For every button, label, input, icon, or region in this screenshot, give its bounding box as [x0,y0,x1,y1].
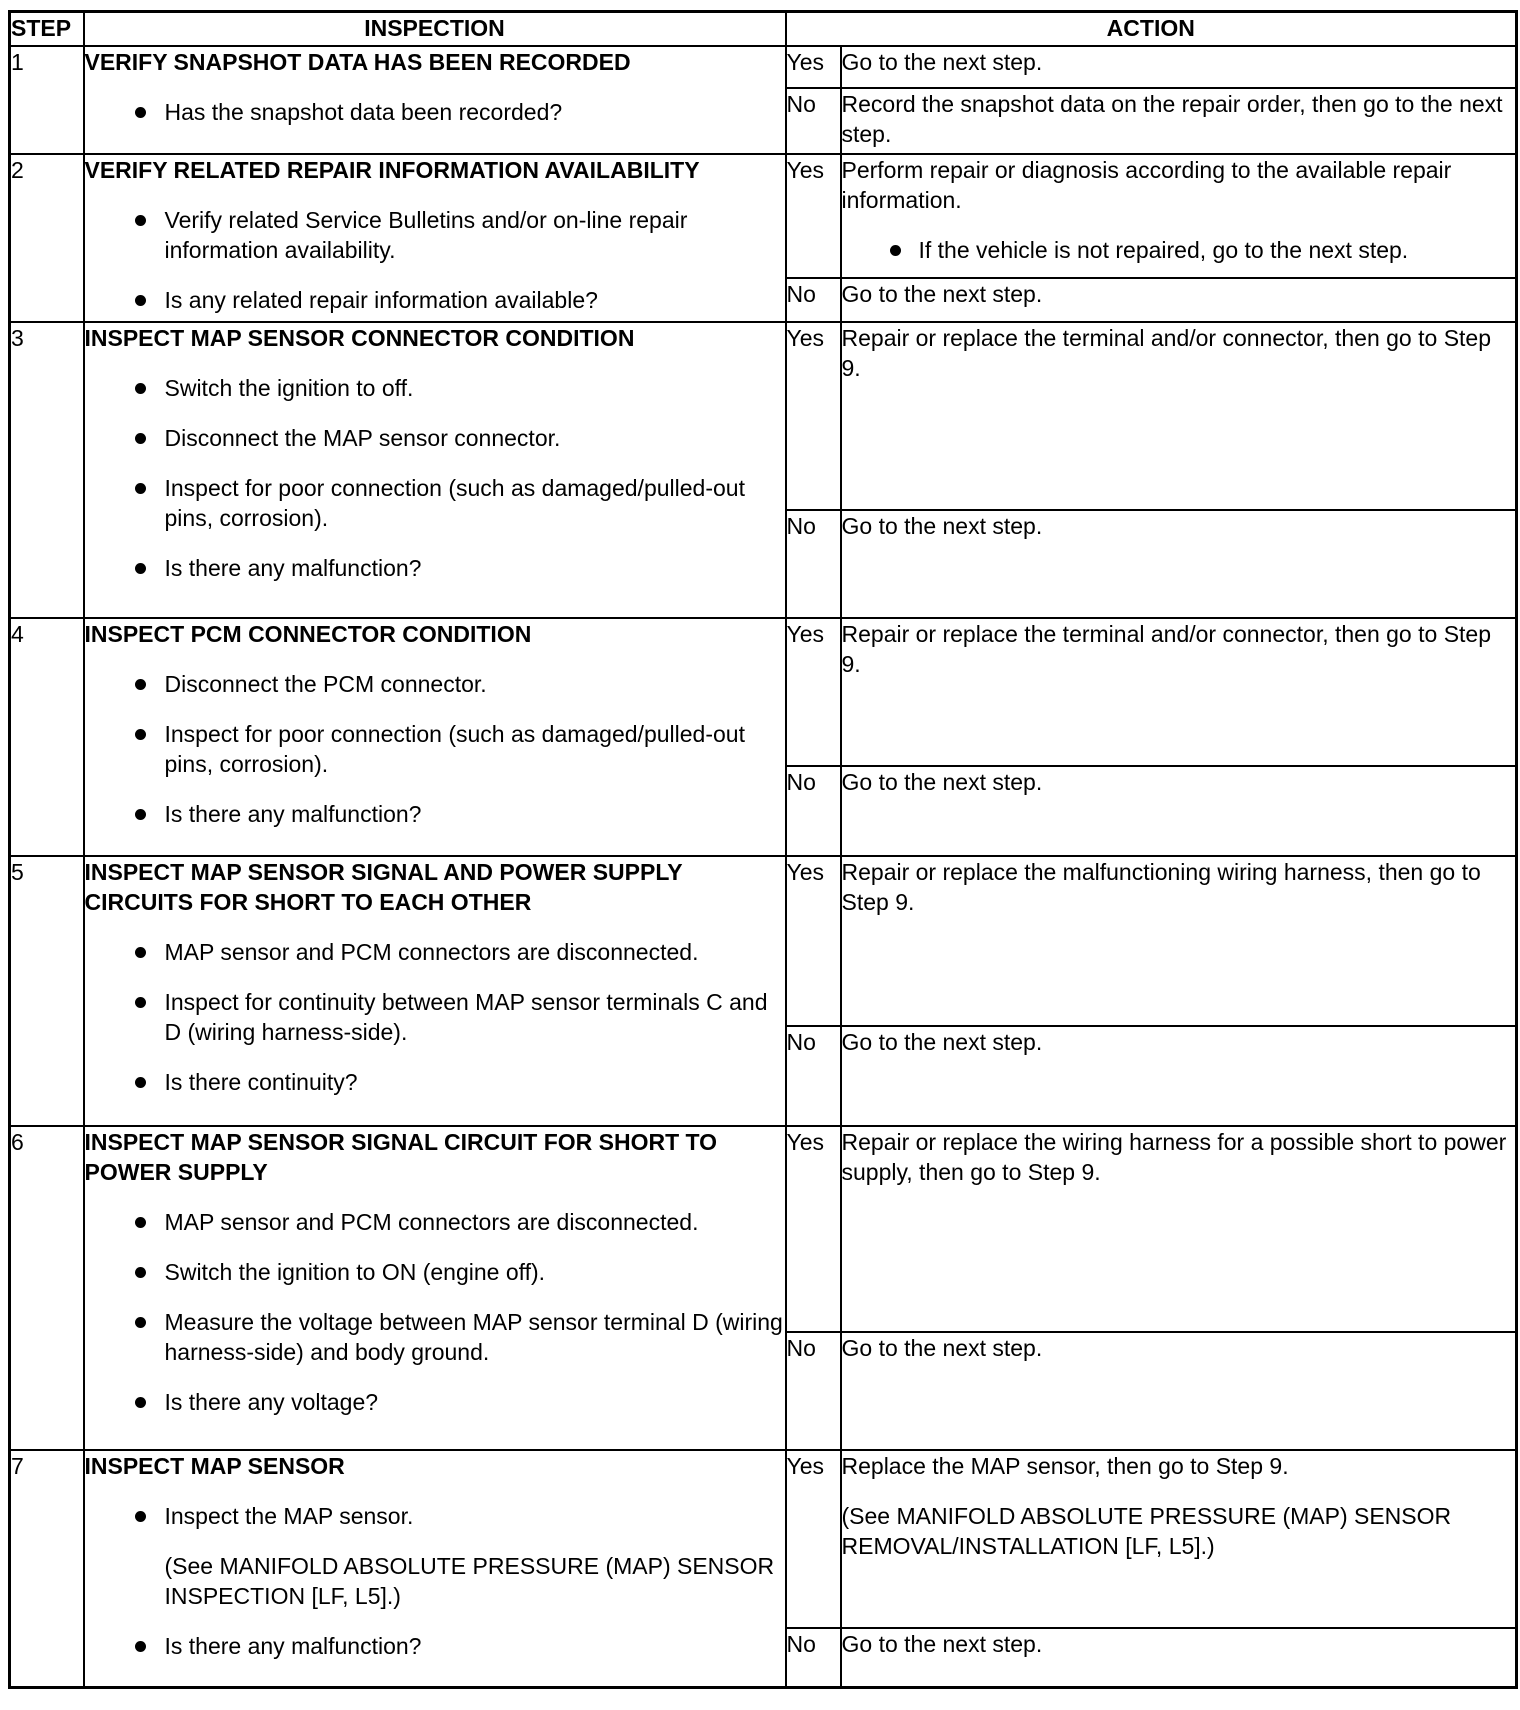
step-number: 7 [10,1450,84,1688]
yes-action [841,322,1517,510]
diagnostic-table [8,10,1518,1689]
step-title: INSPECT MAP SENSOR SIGNAL AND POWER SUPPLY CIRCUITS FOR SHORT TO EACH OTHER [84,858,683,915]
no-action [841,1332,1517,1450]
inspection-bullet: Inspect for continuity between MAP sensor terminals C and D (wiring harness-side). [85,987,785,1047]
inspection-bullet: Measure the voltage between MAP sensor terminal D (wiring harness-side) and body ground. [85,1307,785,1367]
inspection-bullet: Disconnect the PCM connector. [85,669,785,699]
action-bullet: If the vehicle is not repaired, go to the next step. [842,235,1516,265]
yes-label: Yes [786,154,841,278]
action-column-header: ACTION [786,12,1517,46]
inspection-bullet: Is there continuity? [85,1067,785,1097]
inspection-column-header: INSPECTION [84,12,786,46]
step-inspection [84,856,786,1126]
no-action [841,88,1517,154]
step-inspection [84,154,786,322]
step-title: VERIFY RELATED REPAIR INFORMATION AVAILABILITY [84,156,700,183]
step-number: 3 [10,322,84,618]
action-reference: (See MANIFOLD ABSOLUTE PRESSURE (MAP) SENSOR REMOVAL/INSTALLATION [LF, L5].) [841,1502,1452,1559]
inspection-bullet: Has the snapshot data been recorded? [85,97,785,127]
inspection-bullet: MAP sensor and PCM connectors are disconnected. [85,1207,785,1237]
yes-action [841,1126,1517,1332]
step-inspection [84,1126,786,1450]
no-action [841,1026,1517,1126]
step-number: 5 [10,856,84,1126]
yes-label: Yes [786,322,841,510]
inspection-reference: (See MANIFOLD ABSOLUTE PRESSURE (MAP) SENSOR INSPECTION [LF, L5].) [164,1552,775,1609]
step-inspection [84,46,786,154]
header-row [10,12,1517,46]
step-title: INSPECT MAP SENSOR CONNECTOR CONDITION [84,324,635,351]
action-text: Go to the next step. [841,280,1043,307]
no-action [841,766,1517,856]
step-number: 2 [10,154,84,322]
inspection-bullet: Switch the ignition to ON (engine off). [85,1257,785,1287]
inspection-bullet: Is any related repair information available? [85,285,785,315]
step-4-yes-row [10,618,1517,766]
action-text: Perform repair or diagnosis according to the available repair information. [841,156,1452,213]
action-text: Go to the next step. [841,512,1043,539]
action-text: Repair or replace the malfunctioning wiring harness, then go to Step 9. [841,858,1481,915]
inspection-bullet: Is there any voltage? [85,1387,785,1417]
step-title: INSPECT MAP SENSOR SIGNAL CIRCUIT FOR SHORT TO POWER SUPPLY [84,1128,718,1185]
no-action [841,510,1517,618]
step-6-yes-row [10,1126,1517,1332]
inspection-bullet: Inspect for poor connection (such as damaged/pulled-out pins, corrosion). [85,719,785,779]
no-label: No [786,88,841,154]
step-5-yes-row [10,856,1517,1026]
inspection-bullet: Disconnect the MAP sensor connector. [85,423,785,453]
step-2-yes-row [10,154,1517,278]
inspection-bullet: Is there any malfunction? [85,553,785,583]
step-number: 1 [10,46,84,154]
step-title: INSPECT PCM CONNECTOR CONDITION [84,620,532,647]
yes-action [841,618,1517,766]
action-text: Repair or replace the terminal and/or connector, then go to Step 9. [841,620,1492,677]
step-number: 6 [10,1126,84,1450]
inspection-bullet: Is there any malfunction? [85,799,785,829]
action-text: Go to the next step. [841,768,1043,795]
action-text: Go to the next step. [841,1334,1043,1361]
yes-action [841,154,1517,278]
inspection-bullet: Is there any malfunction? [85,1631,785,1661]
no-label: No [786,278,841,322]
action-text: Replace the MAP sensor, then go to Step 9. [841,1452,1289,1479]
no-label: No [786,766,841,856]
step-3-yes-row [10,322,1517,510]
step-inspection [84,1450,786,1688]
step-1-yes-row [10,46,1517,88]
inspection-bullet: Verify related Service Bulletins and/or on-line repair information availability. [85,205,785,265]
step-number: 4 [10,618,84,856]
yes-label: Yes [786,618,841,766]
step-column-header: STEP [10,12,84,46]
action-text: Go to the next step. [841,1028,1043,1055]
no-label: No [786,510,841,618]
no-label: No [786,1628,841,1688]
yes-action [841,856,1517,1026]
inspection-bullet: Inspect for poor connection (such as damaged/pulled-out pins, corrosion). [85,473,785,533]
action-text: Repair or replace the terminal and/or connector, then go to Step 9. [841,324,1492,381]
no-action [841,278,1517,322]
inspection-bullet: MAP sensor and PCM connectors are disconnected. [85,937,785,967]
step-7-yes-row [10,1450,1517,1628]
step-title: INSPECT MAP SENSOR [84,1452,345,1479]
inspection-bullet: Inspect the MAP sensor. [85,1501,785,1531]
yes-action [841,1450,1517,1628]
inspection-bullet: Switch the ignition to off. [85,373,785,403]
step-title: VERIFY SNAPSHOT DATA HAS BEEN RECORDED [84,48,631,75]
yes-label: Yes [786,1126,841,1332]
action-text: Go to the next step. [841,48,1043,75]
step-inspection [84,322,786,618]
action-text: Go to the next step. [841,1630,1043,1657]
yes-label: Yes [786,1450,841,1628]
yes-action [841,46,1517,88]
no-label: No [786,1026,841,1126]
no-action [841,1628,1517,1688]
yes-label: Yes [786,46,841,88]
yes-label: Yes [786,856,841,1026]
action-text: Repair or replace the wiring harness for a possible short to power supply, then go to Step 9. [841,1128,1507,1185]
action-text: Record the snapshot data on the repair order, then go to the next step. [841,90,1503,147]
no-label: No [786,1332,841,1450]
step-inspection [84,618,786,856]
